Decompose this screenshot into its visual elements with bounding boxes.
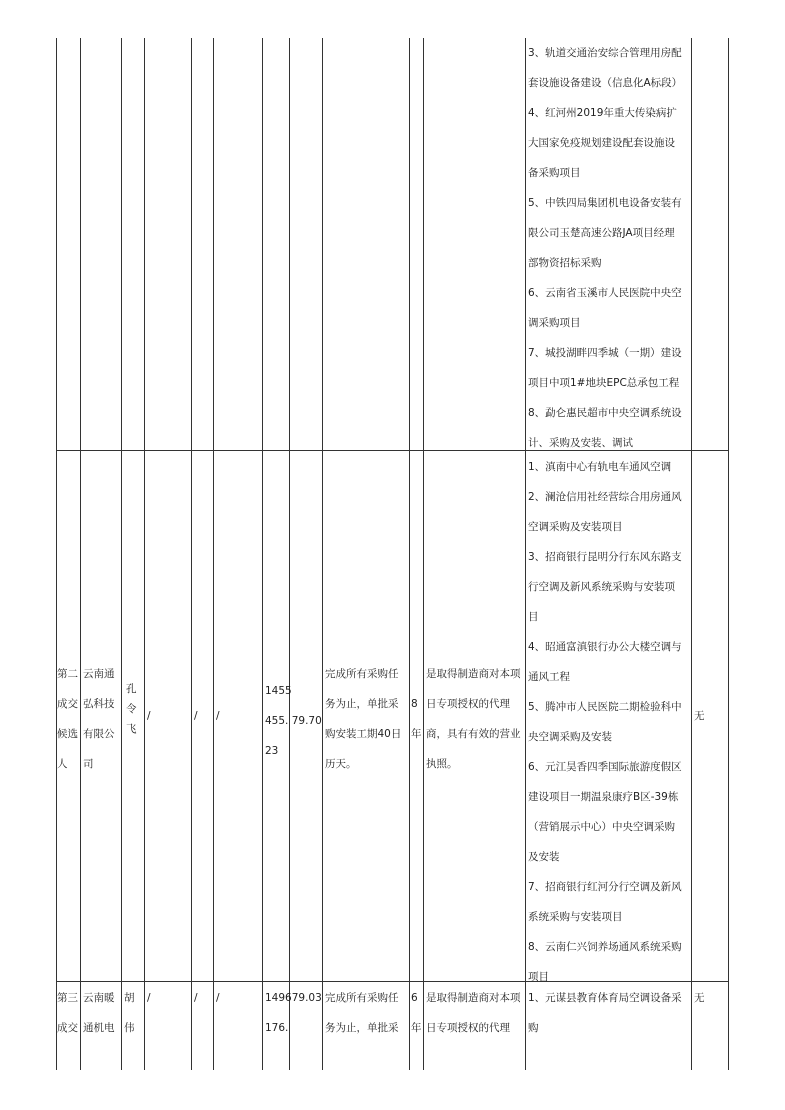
company-text: 云南通 (83, 668, 115, 680)
qualification-text: 商，具有有效的营业 (426, 728, 521, 740)
list-item: 3、轨道交通治安综合管理用房配 (528, 47, 682, 59)
list-item: 6、元江昊香四季国际旅游度假区 (528, 761, 682, 773)
list-item: 4、昭通富滇银行办公大楼空调与 (528, 641, 682, 653)
col6-value: / (216, 710, 220, 722)
period-text: 购安装工期40日 (325, 728, 402, 740)
warranty-cell-second (411, 689, 422, 749)
warranty-text: 年 (411, 1022, 422, 1034)
rank-cell-third (57, 983, 78, 1043)
qualification-text: 是取得制造商对本项 (426, 992, 521, 1004)
period-text: 务为止，单批采 (325, 698, 399, 710)
col4-value: / (147, 710, 151, 722)
person-cell-second (126, 679, 137, 739)
remark-value: 无 (694, 710, 705, 722)
warranty-text: 6 (411, 992, 418, 1004)
person-text: 令 (126, 703, 137, 715)
price-cell-third (265, 983, 322, 1043)
period-text: 完成所有采购任 (325, 668, 399, 680)
table-column-divider (262, 38, 263, 1070)
company-text: 通机电 (83, 1022, 115, 1034)
list-item: 央空调采购及安装 (528, 731, 612, 743)
price-text: 149679.03 (265, 992, 322, 1004)
qualification-text: 日专项授权的代理 (426, 698, 510, 710)
period-cell-third (325, 983, 399, 1043)
performance-list-second (528, 452, 682, 992)
rank-text: 成交 (57, 1022, 78, 1034)
list-item: 及安装 (528, 851, 560, 863)
remark-value: 无 (694, 992, 705, 1004)
list-item: 限公司玉楚高速公路JA项目经理 (528, 227, 675, 239)
list-item: 7、城投湖畔四季城（一期）建设 (528, 347, 682, 359)
warranty-text: 年 (411, 728, 422, 740)
warranty-cell-third (411, 983, 422, 1043)
list-item: 3、招商银行昆明分行东风东路支 (528, 551, 682, 563)
list-item: 建设项目一期温泉康疗B区-39栋 (528, 791, 679, 803)
warranty-text: 8 (411, 698, 418, 710)
col6-value: / (216, 992, 220, 1004)
list-item: 7、招商银行红河分行空调及新风 (528, 881, 682, 893)
list-item: 5、腾冲市人民医院二期检验科中 (528, 701, 682, 713)
period-cell-second (325, 659, 401, 779)
list-item: 大国家免疫规划建设配套设施设 (528, 137, 675, 149)
list-item: 空调采购及安装项目 (528, 521, 623, 533)
list-item: 6、云南省玉溪市人民医院中央空 (528, 287, 682, 299)
table-column-divider (423, 38, 424, 1070)
person-text: 飞 (126, 723, 137, 735)
table-column-divider (191, 38, 192, 1070)
company-text: 弘科技 (83, 698, 115, 710)
list-item: 目 (528, 611, 539, 623)
list-item: 5、中铁四局集团机电设备安装有 (528, 197, 682, 209)
list-item: 计、采购及安装、调试 (528, 437, 633, 449)
table-border-right (728, 38, 729, 1070)
list-item: 1、滇南中心有轨电车通风空调 (528, 461, 672, 473)
price-text: 23 (265, 745, 279, 757)
person-cell-third (124, 983, 135, 1043)
list-item: （营销展示中心）中央空调采购 (528, 821, 675, 833)
person-text: 胡 (124, 992, 135, 1004)
table-column-divider (144, 38, 145, 1070)
qualification-text: 是取得制造商对本项 (426, 668, 521, 680)
rank-text: 候选 (57, 728, 78, 740)
list-item: 行空调及新风系统采购与安装项 (528, 581, 675, 593)
list-item: 购 (528, 1022, 539, 1034)
company-cell-second (83, 659, 115, 779)
period-text: 历天。 (325, 758, 357, 770)
list-item: 1、元谋县教育体育局空调设备采 (528, 992, 682, 1004)
table-column-divider (213, 38, 214, 1070)
list-item: 套设施设备建设（信息化A标段） (528, 77, 683, 89)
company-cell-third (83, 983, 115, 1043)
rank-text: 第二 (57, 668, 78, 680)
table-column-divider (289, 38, 290, 1070)
list-item: 4、红河州2019年重大传染病扩 (528, 107, 677, 119)
qualification-cell-third (426, 983, 521, 1043)
col4-value: / (147, 992, 151, 1004)
table-column-divider (409, 38, 410, 1070)
list-item: 调采购项目 (528, 317, 581, 329)
rank-text: 人 (57, 758, 68, 770)
table-column-divider (525, 38, 526, 1070)
table-column-divider (322, 38, 323, 1070)
list-item: 项目中项1#地块EPC总承包工程 (528, 377, 680, 389)
price-cell-second (265, 676, 322, 766)
performance-list-third (528, 983, 682, 1043)
rank-text: 成交 (57, 698, 78, 710)
price-text: 455. 79.70 (265, 715, 322, 727)
price-text: 176. (265, 1022, 289, 1034)
company-text: 云南暖 (83, 992, 115, 1004)
col5-value: / (194, 992, 198, 1004)
qualification-cell-second (426, 659, 521, 779)
person-text: 伟 (124, 1022, 135, 1034)
table-column-divider (691, 38, 692, 1070)
list-item: 8、勐仑惠民超市中央空调系统设 (528, 407, 682, 419)
table-column-divider (80, 38, 81, 1070)
performance-list-top (528, 38, 682, 458)
table-column-divider (121, 38, 122, 1070)
company-text: 有限公 (83, 728, 115, 740)
qualification-text: 执照。 (426, 758, 458, 770)
list-item: 项目 (528, 971, 549, 983)
rank-cell-second (57, 659, 78, 779)
list-item: 系统采购与安装项目 (528, 911, 623, 923)
company-text: 司 (83, 758, 94, 770)
table-border-left (56, 38, 57, 1070)
qualification-text: 日专项授权的代理 (426, 1022, 510, 1034)
period-text: 完成所有采购任 (325, 992, 399, 1004)
list-item: 通风工程 (528, 671, 570, 683)
list-item: 2、澜沧信用社经营综合用房通风 (528, 491, 682, 503)
list-item: 8、云南仁兴饲养场通风系统采购 (528, 941, 682, 953)
list-item: 部物资招标采购 (528, 257, 602, 269)
col5-value: / (194, 710, 198, 722)
period-text: 务为止，单批采 (325, 1022, 399, 1034)
list-item: 备采购项目 (528, 167, 581, 179)
person-text: 孔 (126, 683, 137, 695)
rank-text: 第三 (57, 992, 78, 1004)
price-text: 1455 (265, 685, 292, 697)
